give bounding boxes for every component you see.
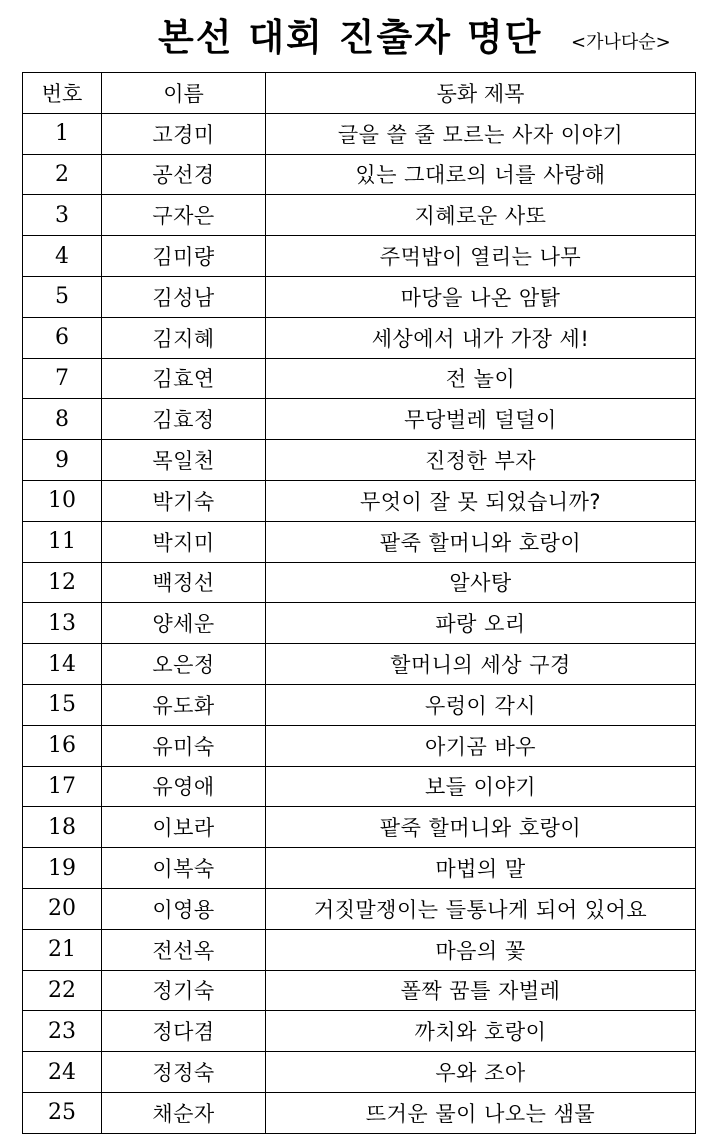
- story-title: 뜨거운 물이 나오는 샘물: [266, 1092, 696, 1133]
- header-number: 번호: [23, 73, 102, 114]
- row-number: 1: [23, 113, 102, 154]
- table-row: [23, 154, 696, 195]
- story-title: 폴짝 꿈틀 자벌레: [266, 970, 696, 1011]
- table-row: [23, 1011, 696, 1052]
- table-row: [23, 358, 696, 399]
- story-title: 지혜로운 사또: [266, 195, 696, 236]
- table-row: [23, 888, 696, 929]
- story-title: 보들 이야기: [266, 766, 696, 807]
- table-header-row: [23, 73, 696, 114]
- story-title: 거짓말쟁이는 들통나게 되어 있어요: [266, 888, 696, 929]
- participant-name: 정정숙: [102, 1052, 266, 1093]
- participant-name: 목일천: [102, 440, 266, 481]
- story-title: 주먹밥이 열리는 나무: [266, 236, 696, 277]
- table-row: [23, 1052, 696, 1093]
- table-row: [23, 521, 696, 562]
- row-number: 9: [23, 440, 102, 481]
- participant-name: 유영애: [102, 766, 266, 807]
- participant-name: 이영용: [102, 888, 266, 929]
- row-number: 13: [23, 603, 102, 644]
- story-title: 우렁이 각시: [266, 684, 696, 725]
- table-row: [23, 562, 696, 603]
- story-title: 있는 그대로의 너를 사랑해: [266, 154, 696, 195]
- participant-name: 백정선: [102, 562, 266, 603]
- table-row: [23, 929, 696, 970]
- story-title: 알사탕: [266, 562, 696, 603]
- participant-name: 김지혜: [102, 317, 266, 358]
- participant-name: 전선옥: [102, 929, 266, 970]
- story-title: 세상에서 내가 가장 세!: [266, 317, 696, 358]
- table-row: [23, 807, 696, 848]
- row-number: 10: [23, 480, 102, 521]
- participant-name: 채순자: [102, 1092, 266, 1133]
- story-title: 팥죽 할머니와 호랑이: [266, 521, 696, 562]
- row-number: 12: [23, 562, 102, 603]
- title-row: [0, 12, 719, 64]
- sort-order-note: <가나다순>: [571, 32, 671, 53]
- participant-name: 박기숙: [102, 480, 266, 521]
- participant-name: 김효연: [102, 358, 266, 399]
- table-row: [23, 236, 696, 277]
- story-title: 파랑 오리: [266, 603, 696, 644]
- participant-name: 김미량: [102, 236, 266, 277]
- row-number: 14: [23, 644, 102, 685]
- table-row: [23, 195, 696, 236]
- table-row: [23, 603, 696, 644]
- table-row: [23, 317, 696, 358]
- story-title: 진정한 부자: [266, 440, 696, 481]
- story-title: 팥죽 할머니와 호랑이: [266, 807, 696, 848]
- story-title: 글을 쓸 줄 모르는 사자 이야기: [266, 113, 696, 154]
- table-row: [23, 113, 696, 154]
- participant-name: 이복숙: [102, 848, 266, 889]
- row-number: 7: [23, 358, 102, 399]
- story-title: 마당을 나온 암탉: [266, 276, 696, 317]
- table-row: [23, 644, 696, 685]
- story-title: 마법의 말: [266, 848, 696, 889]
- table-row: [23, 399, 696, 440]
- row-number: 6: [23, 317, 102, 358]
- participant-name: 유도화: [102, 684, 266, 725]
- table-row: [23, 848, 696, 889]
- row-number: 2: [23, 154, 102, 195]
- story-title: 무엇이 잘 못 되었습니까?: [266, 480, 696, 521]
- row-number: 17: [23, 766, 102, 807]
- row-number: 5: [23, 276, 102, 317]
- row-number: 18: [23, 807, 102, 848]
- table-row: [23, 1092, 696, 1133]
- participant-name: 유미숙: [102, 725, 266, 766]
- participant-name: 박지미: [102, 521, 266, 562]
- row-number: 19: [23, 848, 102, 889]
- table-row: [23, 725, 696, 766]
- table-row: [23, 684, 696, 725]
- participant-name: 이보라: [102, 807, 266, 848]
- row-number: 3: [23, 195, 102, 236]
- story-title: 할머니의 세상 구경: [266, 644, 696, 685]
- story-title: 마음의 꽃: [266, 929, 696, 970]
- story-title: 까치와 호랑이: [266, 1011, 696, 1052]
- table-row: [23, 970, 696, 1011]
- row-number: 15: [23, 684, 102, 725]
- finalist-table: [22, 72, 696, 1134]
- row-number: 22: [23, 970, 102, 1011]
- participant-name: 김효정: [102, 399, 266, 440]
- row-number: 16: [23, 725, 102, 766]
- row-number: 20: [23, 888, 102, 929]
- story-title: 무당벌레 덜덜이: [266, 399, 696, 440]
- table-row: [23, 440, 696, 481]
- row-number: 4: [23, 236, 102, 277]
- story-title: 우와 조아: [266, 1052, 696, 1093]
- table-row: [23, 766, 696, 807]
- participant-name: 김성남: [102, 276, 266, 317]
- story-title: 전 놀이: [266, 358, 696, 399]
- row-number: 23: [23, 1011, 102, 1052]
- row-number: 11: [23, 521, 102, 562]
- header-name: 이름: [102, 73, 266, 114]
- document-title: 본선 대회 진출자 명단: [158, 16, 543, 59]
- header-story-title: 동화 제목: [266, 73, 696, 114]
- participant-name: 공선경: [102, 154, 266, 195]
- table-body: [23, 113, 696, 1133]
- table-row: [23, 276, 696, 317]
- participant-name: 오은정: [102, 644, 266, 685]
- row-number: 8: [23, 399, 102, 440]
- participant-name: 구자은: [102, 195, 266, 236]
- participant-name: 고경미: [102, 113, 266, 154]
- table-row: [23, 480, 696, 521]
- participant-name: 정기숙: [102, 970, 266, 1011]
- row-number: 24: [23, 1052, 102, 1093]
- participant-name: 정다겸: [102, 1011, 266, 1052]
- story-title: 아기곰 바우: [266, 725, 696, 766]
- row-number: 21: [23, 929, 102, 970]
- participant-name: 양세운: [102, 603, 266, 644]
- row-number: 25: [23, 1092, 102, 1133]
